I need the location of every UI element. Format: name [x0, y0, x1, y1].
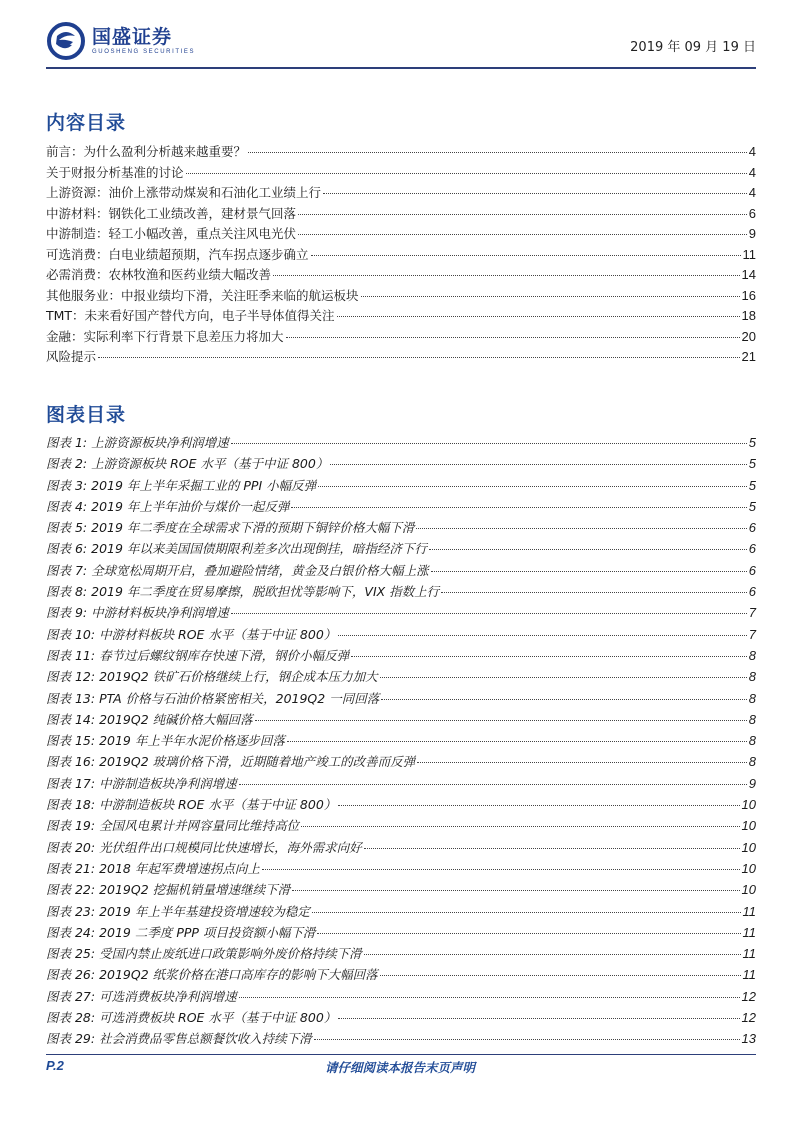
- dot-leader: [314, 1039, 740, 1040]
- dot-leader: [330, 464, 746, 465]
- figure-item-page-number[interactable]: 5: [748, 456, 756, 472]
- dot-leader: [361, 296, 740, 297]
- contents-item-label[interactable]: 其他服务业：中报业绩均下滑，关注旺季来临的航运板块: [46, 287, 359, 303]
- figure-item-page-number[interactable]: 11: [742, 967, 756, 983]
- dot-leader: [298, 214, 747, 215]
- report-date: 2019 年 09 月 19 日: [630, 40, 756, 55]
- dot-leader: [431, 571, 747, 572]
- footer-divider: [46, 1054, 756, 1055]
- contents-item-page-number[interactable]: 6: [748, 205, 756, 221]
- figure-item-label[interactable]: 图表 29: 社会消费品零售总额餐饮收入持续下滑: [46, 1031, 312, 1047]
- figure-item-label[interactable]: 图表 25: 受国内禁止废纸进口政策影响外废价格持续下滑: [46, 946, 362, 962]
- figure-item[interactable]: [46, 965, 756, 986]
- figure-item-label[interactable]: 图表 14: 2019Q2 纯碱价格大幅回落: [46, 711, 253, 727]
- figure-item-label[interactable]: 图表 6: 2019 年以来美国国债期限利差多次出现倒挂，暗指经济下行: [46, 541, 427, 557]
- contents-item[interactable]: [46, 163, 756, 184]
- figure-item[interactable]: [46, 497, 756, 518]
- figure-item-page-number[interactable]: 6: [748, 584, 756, 600]
- dot-leader: [318, 486, 747, 487]
- dot-leader: [364, 954, 741, 955]
- logo-english-name: GUOSHENG SECURITIES: [92, 49, 196, 55]
- contents-item-label[interactable]: 金融：实际利率下行背景下息差压力将加大: [46, 328, 284, 344]
- figure-item-page-number[interactable]: 11: [742, 946, 756, 962]
- dot-leader: [239, 997, 740, 998]
- figure-item[interactable]: [46, 1008, 756, 1029]
- dot-leader: [311, 255, 741, 256]
- dot-leader: [317, 933, 740, 934]
- contents-item-page-number[interactable]: 20: [741, 328, 756, 344]
- figure-item-page-number[interactable]: 8: [748, 711, 756, 727]
- figure-item-page-number[interactable]: 6: [748, 541, 756, 557]
- figure-item-label[interactable]: 图表 9: 中游材料板块净利润增速: [46, 605, 229, 621]
- contents-item[interactable]: [46, 306, 756, 327]
- contents-item-label[interactable]: 关于财报分析基准的讨论: [46, 164, 184, 180]
- contents-item-label[interactable]: 中游材料：钢铁化工业绩改善，建材景气回落: [46, 205, 297, 221]
- figure-item-page-number[interactable]: 11: [742, 903, 756, 919]
- figure-item-page-number[interactable]: 8: [748, 669, 756, 685]
- figure-item-page-number[interactable]: 10: [741, 839, 756, 855]
- figure-item-label[interactable]: 图表 10: 中游材料板块 ROE 水平（基于中证 800）: [46, 626, 337, 642]
- dot-leader: [298, 234, 747, 235]
- dot-leader: [286, 337, 740, 338]
- contents-item-page-number[interactable]: 4: [748, 164, 756, 180]
- dot-leader: [323, 193, 747, 194]
- figure-item[interactable]: [46, 710, 756, 731]
- figure-item-label[interactable]: 图表 27: 可选消费板块净利润增速: [46, 988, 237, 1004]
- contents-item-label[interactable]: 前言：为什么盈利分析越来越重要？: [46, 144, 247, 159]
- figure-item[interactable]: [46, 923, 756, 944]
- figure-item-page-number[interactable]: 13: [741, 1031, 756, 1047]
- figure-item-label[interactable]: 图表 12: 2019Q2 铁矿石价格继续上行，钢企成本压力加大: [46, 669, 378, 685]
- contents-item-page-number[interactable]: 9: [748, 226, 756, 241]
- figure-item[interactable]: [46, 880, 756, 901]
- dot-leader: [417, 762, 747, 763]
- figure-item-page-number[interactable]: 8: [748, 733, 756, 749]
- contents-item[interactable]: [46, 142, 756, 163]
- figure-item-label[interactable]: 图表 20: 光伏组件出口规模同比快速增长，海外需求向好: [46, 839, 362, 855]
- figure-item[interactable]: [46, 838, 756, 859]
- figure-item-page-number[interactable]: 5: [748, 498, 756, 514]
- figure-item-label[interactable]: 图表 24: 2019 二季度 PPP 项目投资额小幅下滑: [46, 924, 316, 940]
- figure-item-page-number[interactable]: 10: [741, 882, 756, 898]
- figure-item-label[interactable]: 图表 21: 2018 年起军费增速拐点向上: [46, 860, 260, 876]
- figure-item-label[interactable]: 图表 8: 2019 年二季度在贸易摩擦，脱欧担忧等影响下，VIX 指数上行: [46, 584, 440, 600]
- figure-item[interactable]: [46, 987, 756, 1008]
- dot-leader: [338, 1018, 739, 1019]
- contents-item[interactable]: [46, 347, 756, 368]
- figure-item-label[interactable]: 图表 17: 中游制造板块净利润增速: [46, 775, 237, 791]
- dot-leader: [338, 805, 739, 806]
- figure-item-page-number[interactable]: 12: [741, 1010, 756, 1026]
- figure-item[interactable]: [46, 646, 756, 667]
- footer-page-number: P.2: [46, 1058, 64, 1073]
- figure-item-label[interactable]: 图表 22: 2019Q2 挖掘机销量增速继续下滑: [46, 882, 291, 898]
- page-header: [46, 22, 756, 68]
- contents-item[interactable]: [46, 224, 756, 245]
- contents-item-label[interactable]: 可选消费：白电业绩超预期，汽车拐点逐步确立: [46, 246, 309, 262]
- figure-item-label[interactable]: 图表 23: 2019 年上半年基建投资增速较为稳定: [46, 903, 310, 919]
- dot-leader: [416, 528, 746, 529]
- figure-item-page-number[interactable]: 12: [741, 988, 756, 1004]
- dot-leader: [248, 152, 747, 153]
- figure-item-page-number[interactable]: 8: [748, 754, 756, 770]
- figure-item-label[interactable]: 图表 11: 春节过后螺纹钢库存快速下滑，钢价小幅反弹: [46, 647, 350, 663]
- dot-leader: [351, 656, 747, 657]
- figure-item-label[interactable]: 图表 19: 全国风电累计并网容量同比维持高位: [46, 818, 300, 834]
- contents-item-page-number[interactable]: 4: [748, 185, 756, 200]
- dot-leader: [312, 912, 741, 913]
- figures-title: 图表目录: [46, 404, 127, 426]
- dot-leader: [186, 173, 747, 174]
- dot-leader: [381, 699, 747, 700]
- contents-item-page-number[interactable]: 4: [748, 144, 756, 159]
- contents-item[interactable]: [46, 183, 756, 204]
- figure-item-page-number[interactable]: 10: [741, 797, 756, 813]
- figure-item[interactable]: [46, 944, 756, 965]
- figure-item-label[interactable]: 图表 7: 全球宽松周期开启，叠加避险情绪，黄金及白银价格大幅上涨: [46, 562, 429, 578]
- figure-item-label[interactable]: 图表 26: 2019Q2 纸浆价格在港口高库存的影响下大幅回落: [46, 967, 378, 983]
- dot-leader: [338, 635, 747, 636]
- figure-item[interactable]: [46, 731, 756, 752]
- figure-item-label[interactable]: 图表 1: 上游资源板块净利润增速: [46, 435, 229, 450]
- dot-leader: [255, 720, 747, 721]
- figure-item[interactable]: [46, 625, 756, 646]
- contents-item-page-number[interactable]: 21: [741, 349, 756, 364]
- dot-leader: [98, 357, 740, 358]
- guosheng-logo-icon: [46, 22, 86, 60]
- dot-leader: [291, 507, 746, 508]
- dot-leader: [301, 826, 739, 827]
- figure-item[interactable]: [46, 582, 756, 603]
- figures-list: [46, 433, 756, 1051]
- figure-item-page-number[interactable]: 5: [748, 435, 756, 450]
- contents-item-label[interactable]: 上游资源：油价上涨带动煤炭和石油化工业绩上行: [46, 185, 322, 200]
- logo-chinese-name: 国盛证券: [92, 26, 173, 48]
- dot-leader: [231, 443, 747, 444]
- contents-item-page-number[interactable]: 16: [741, 287, 756, 303]
- figure-item-label[interactable]: 图表 3: 2019 年上半年采掘工业的 PPI 小幅反弹: [46, 477, 317, 493]
- figure-item[interactable]: [46, 476, 756, 497]
- dot-leader: [441, 592, 747, 593]
- figure-item[interactable]: [46, 539, 756, 560]
- figure-item-label[interactable]: 图表 18: 中游制造板块 ROE 水平（基于中证 800）: [46, 797, 337, 813]
- figure-item[interactable]: [46, 518, 756, 539]
- dot-leader: [239, 784, 747, 785]
- contents-item[interactable]: [46, 327, 756, 348]
- figure-item-label[interactable]: 图表 16: 2019Q2 玻璃价格下滑，近期随着地产竣工的改善而反弹: [46, 754, 416, 770]
- dot-leader: [273, 275, 740, 276]
- figure-item-page-number[interactable]: 6: [748, 520, 756, 536]
- footer-disclaimer: 请仔细阅读本报告末页声明: [324, 1060, 475, 1075]
- contents-item[interactable]: [46, 245, 756, 266]
- company-logo: [46, 22, 195, 60]
- dot-leader: [262, 869, 740, 870]
- figure-item-label[interactable]: 图表 5: 2019 年二季度在全球需求下滑的预期下铜锌价格大幅下滑: [46, 520, 415, 536]
- figure-item[interactable]: [46, 561, 756, 582]
- dot-leader: [292, 890, 739, 891]
- contents-item-label[interactable]: 必需消费：农林牧渔和医药业绩大幅改善: [46, 267, 272, 282]
- dot-leader: [380, 677, 747, 678]
- figure-item[interactable]: [46, 603, 756, 624]
- figure-item-page-number[interactable]: 5: [748, 477, 756, 493]
- figure-item-page-number[interactable]: 9: [748, 775, 756, 791]
- figure-item[interactable]: [46, 902, 756, 923]
- figure-item-page-number[interactable]: 7: [748, 605, 756, 621]
- figure-item[interactable]: [46, 433, 756, 454]
- dot-leader: [231, 613, 747, 614]
- dot-leader: [429, 549, 747, 550]
- figure-item[interactable]: [46, 816, 756, 837]
- figure-item-label[interactable]: 图表 28: 可选消费板块 ROE 水平（基于中证 800）: [46, 1010, 337, 1026]
- contents-item-label[interactable]: 中游制造：轻工小幅改善，重点关注风电光伏: [46, 226, 297, 241]
- dot-leader: [337, 316, 740, 317]
- figure-item[interactable]: [46, 667, 756, 688]
- figure-item[interactable]: [46, 1029, 756, 1050]
- contents-item-page-number[interactable]: 11: [742, 246, 756, 262]
- contents-list: [46, 142, 756, 368]
- figure-item-label[interactable]: 图表 4: 2019 年上半年油价与煤价一起反弹: [46, 498, 290, 514]
- figure-item-page-number[interactable]: 8: [748, 647, 756, 663]
- contents-item[interactable]: [46, 286, 756, 307]
- contents-title: 内容目录: [46, 112, 127, 134]
- figure-item-page-number[interactable]: 10: [741, 818, 756, 834]
- figure-item[interactable]: [46, 454, 756, 475]
- figure-item-label[interactable]: 图表 15: 2019 年上半年水泥价格逐步回落: [46, 733, 285, 749]
- dot-leader: [364, 848, 740, 849]
- figure-item-page-number[interactable]: 10: [741, 860, 756, 876]
- figure-item[interactable]: [46, 795, 756, 816]
- figure-item-page-number[interactable]: 11: [742, 924, 756, 940]
- figure-item[interactable]: [46, 689, 756, 710]
- figure-item[interactable]: [46, 859, 756, 880]
- contents-item-page-number[interactable]: 14: [741, 267, 756, 282]
- figure-item-label[interactable]: 图表 2: 上游资源板块 ROE 水平（基于中证 800）: [46, 456, 329, 472]
- contents-item[interactable]: [46, 265, 756, 286]
- figure-item[interactable]: [46, 752, 756, 773]
- contents-item-label[interactable]: 风险提示: [46, 349, 97, 364]
- contents-item-page-number[interactable]: 18: [741, 308, 756, 323]
- figure-item-label[interactable]: 图表 13: PTA 价格与石油价格紧密相关，2019Q2 一同回落: [46, 690, 380, 706]
- contents-item-label[interactable]: TMT：未来看好国产替代方向，电子半导体值得关注: [46, 308, 335, 323]
- figure-item-page-number[interactable]: 7: [748, 626, 756, 642]
- figure-item-page-number[interactable]: 6: [748, 562, 756, 578]
- header-divider: [46, 67, 756, 69]
- dot-leader: [380, 975, 741, 976]
- figure-item[interactable]: [46, 774, 756, 795]
- contents-item[interactable]: [46, 204, 756, 225]
- dot-leader: [287, 741, 747, 742]
- figure-item-page-number[interactable]: 8: [748, 690, 756, 706]
